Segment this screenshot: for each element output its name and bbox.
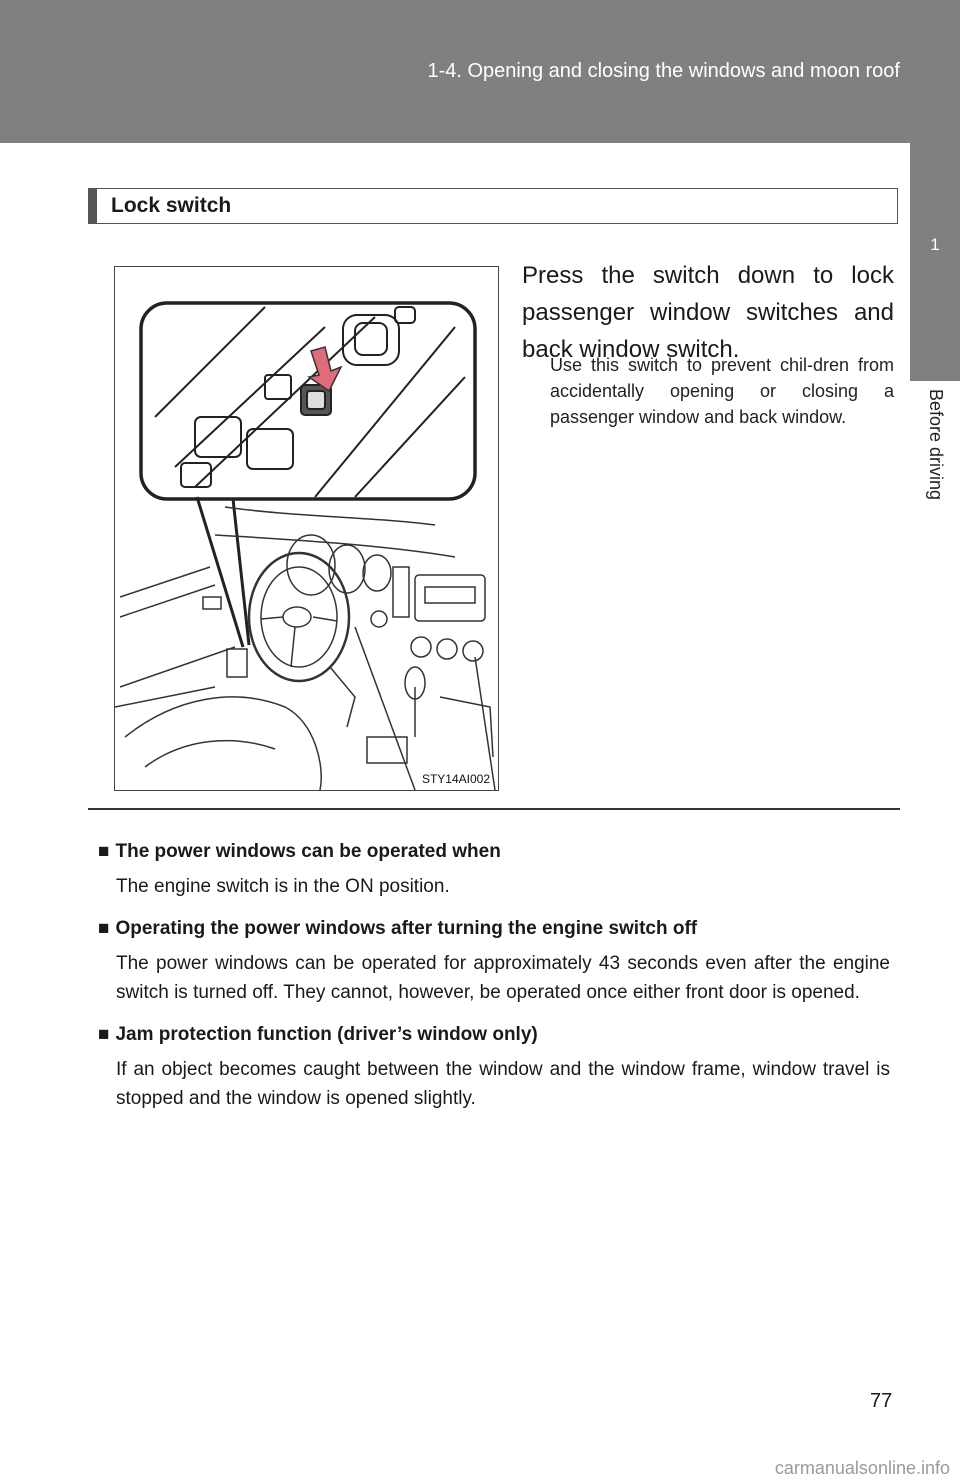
- chapter-tab: [910, 143, 960, 381]
- watermark: carmanualsonline.info: [774, 1458, 950, 1478]
- page-number: 77: [870, 1390, 893, 1412]
- lock-switch-explanation: Use this switch to prevent chil-dren from accidentally opening or closing a passenger window and back window.: [550, 355, 894, 427]
- note-title-text: The power windows can be operated when: [115, 841, 501, 862]
- lock-switch-instruction: Press the switch down to lock passenger window switches and back window switch.: [522, 262, 894, 363]
- dashboard-drawing: [115, 267, 498, 790]
- section-heading: [88, 188, 898, 224]
- heading-text: Lock switch: [111, 194, 232, 217]
- heading-accent-bar: [89, 189, 97, 223]
- figure-code: STY14AI002: [421, 772, 490, 786]
- square-bullet-icon: ■: [98, 841, 110, 862]
- note-body: If an object becomes caught between the window and the window frame, window travel is stopped and the window is opened slightly.: [116, 1059, 890, 1109]
- square-bullet-icon: ■: [98, 918, 110, 939]
- note-item: [98, 838, 890, 901]
- chapter-label: Before driving: [926, 389, 946, 501]
- note-title-text: Operating the power windows after turning the engine switch off: [115, 918, 698, 939]
- header-band: [0, 0, 960, 143]
- note-item: [98, 915, 890, 1007]
- note-body: The power windows can be operated for approximately 43 seconds even after the engine switch is turned off. They cannot, however, be operated once either front door is opened.: [116, 953, 890, 1003]
- note-title: [98, 838, 890, 866]
- note-title-text: Jam protection function (driver’s window only): [115, 1024, 538, 1045]
- chapter-number: 1: [930, 235, 940, 254]
- lock-switch-illustration: [114, 266, 499, 791]
- square-bullet-icon: ■: [98, 1024, 110, 1045]
- note-title: [98, 1021, 890, 1049]
- notes-list: [98, 838, 890, 1127]
- note-item: [98, 1021, 890, 1113]
- note-body: The engine switch is in the ON position.: [116, 876, 450, 897]
- note-title: [98, 915, 890, 943]
- section-title: 1-4. Opening and closing the windows and moon roof: [427, 60, 900, 82]
- section-divider: [88, 808, 900, 810]
- chapter-label-area: [910, 381, 960, 541]
